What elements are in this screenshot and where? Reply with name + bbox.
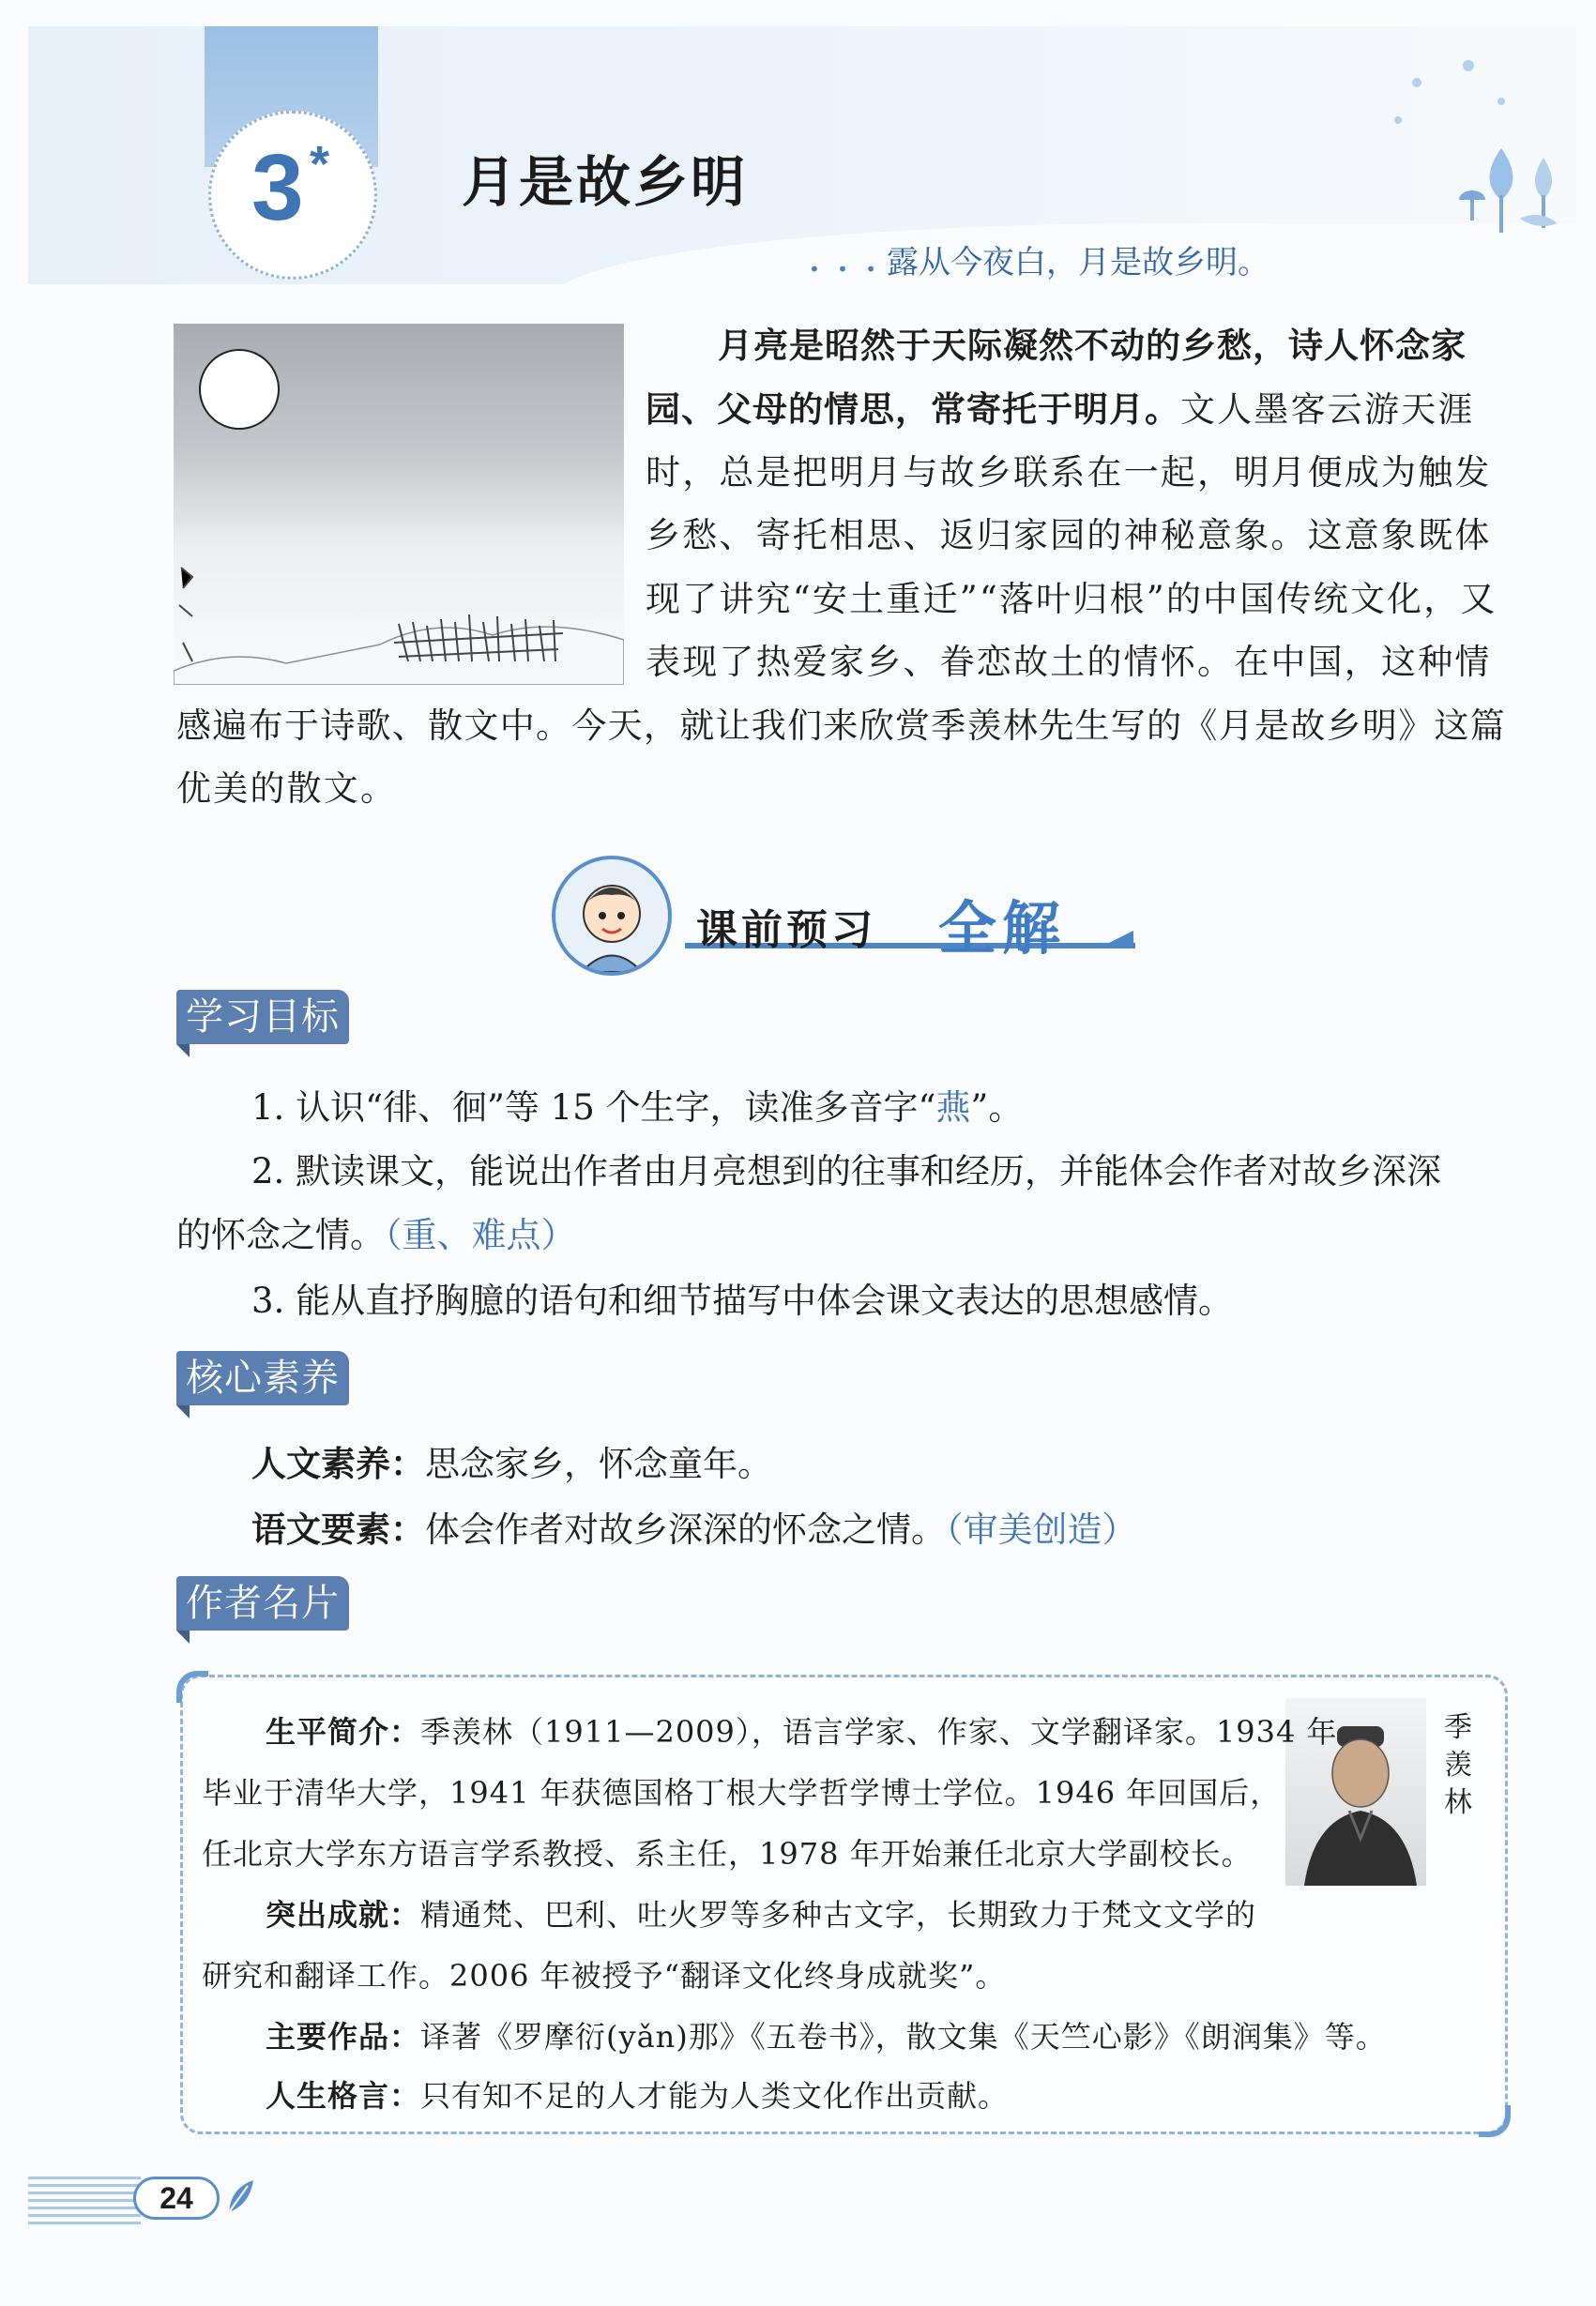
core-literacy-tag: 核心素养 bbox=[176, 1351, 349, 1405]
author-card-tag: 作者名片 bbox=[176, 1576, 349, 1631]
section-title-emphasis: 全解 bbox=[938, 894, 1067, 963]
intro-line-5: 现了讲究“安土重迁”“落叶归根”的中国传统文化，又 bbox=[646, 579, 1497, 619]
page-number: 24 bbox=[133, 2177, 220, 2220]
intro-line-7: 感遍布于诗歌、散文中。今天，就让我们来欣赏季羡林先生写的《月是故乡明》这篇 bbox=[176, 705, 1507, 746]
author-achievement-line-1: 突出成就：精通梵、巴利、吐火罗等多种古文字，长期致力于梵文文学的 bbox=[266, 1897, 1257, 1933]
goal-item-3: 3. 能从直抒胸臆的语句和细节描写中体会课文表达的思想感情。 bbox=[251, 1281, 1234, 1321]
trees-icon bbox=[1360, 54, 1567, 270]
intro-line-3: 时，总是把明月与故乡联系在一起，明月便成为触发 bbox=[646, 452, 1492, 493]
core-humanity: 人文素养：思念家乡，怀念童年。 bbox=[251, 1444, 772, 1484]
card-corner-decoration bbox=[176, 1671, 208, 1703]
student-avatar bbox=[552, 856, 672, 976]
goal-item-2-line-2: 的怀念之情。（重、难点） bbox=[176, 1215, 576, 1255]
author-bio-line-3: 任北京大学东方语言学系教授、系主任，1978 年开始兼任北京大学副校长。 bbox=[202, 1836, 1253, 1872]
leaf-icon bbox=[221, 2175, 259, 2222]
footer-stripes-decoration bbox=[28, 2177, 141, 2225]
intro-line-6: 表现了热爱家乡、眷恋故土的情怀。在中国，这种情 bbox=[646, 642, 1492, 682]
author-bio-line-1: 生平简介：季羡林（1911—2009），语言学家、作家、文学翻译家。1934 年 bbox=[266, 1714, 1338, 1750]
section-title-prefix: 课前预习 bbox=[696, 906, 876, 954]
author-works: 主要作品：译著《罗摩衍(yǎn)那》《五卷书》，散文集《天竺心影》《朗润集》等。 bbox=[266, 2019, 1387, 2055]
intro-line-1: 月亮是昭然于天际凝然不动的乡愁，诗人怀念家 bbox=[718, 326, 1467, 366]
lesson-subtitle: 露从今夜白，月是故乡明。 bbox=[887, 244, 1269, 281]
goal-item-2-line-1: 2. 默读课文，能说出作者由月亮想到的往事和经历，并能体会作者对故乡深深 bbox=[251, 1151, 1442, 1191]
core-language: 语文要素：体会作者对故乡深深的怀念之情。（审美创造） bbox=[251, 1510, 1137, 1550]
goal-item-1: 1. 认识“徘、徊”等 15 个生字，读准多音字“燕”。 bbox=[251, 1087, 1024, 1128]
tag-fold-decoration bbox=[176, 1044, 190, 1057]
lesson-title: 月是故乡明 bbox=[462, 150, 749, 214]
author-motto: 人生格言：只有知不足的人才能为人类文化作出贡献。 bbox=[266, 2078, 1010, 2114]
intro-line-2: 园、父母的情思，常寄托于明月。文人墨客云游天涯 bbox=[646, 389, 1475, 430]
moon-landscape-illustration bbox=[174, 324, 624, 685]
lesson-optional-mark: * bbox=[310, 136, 330, 192]
intro-line-4: 乡愁、寄托相思、返归家园的神秘意象。这意象既体 bbox=[646, 515, 1492, 555]
author-portrait-name: 季羡林 bbox=[1444, 1711, 1472, 1819]
subtitle-dots-decoration: • • • bbox=[809, 258, 883, 281]
lesson-number: 3 bbox=[251, 135, 304, 240]
learning-goals-tag: 学习目标 bbox=[176, 990, 349, 1044]
section-banner-arrow bbox=[1107, 931, 1133, 944]
intro-line-8: 优美的散文。 bbox=[176, 768, 398, 809]
tag-fold-decoration bbox=[176, 1631, 190, 1644]
author-bio-line-2: 毕业于清华大学，1941 年获德国格丁根大学哲学博士学位。1946 年回国后， bbox=[202, 1775, 1282, 1811]
author-achievement-line-2: 研究和翻译工作。2006 年被授予“翻译文化终身成就奖”。 bbox=[202, 1958, 1007, 1994]
tag-fold-decoration bbox=[176, 1405, 190, 1418]
card-corner-decoration bbox=[1479, 2105, 1511, 2137]
